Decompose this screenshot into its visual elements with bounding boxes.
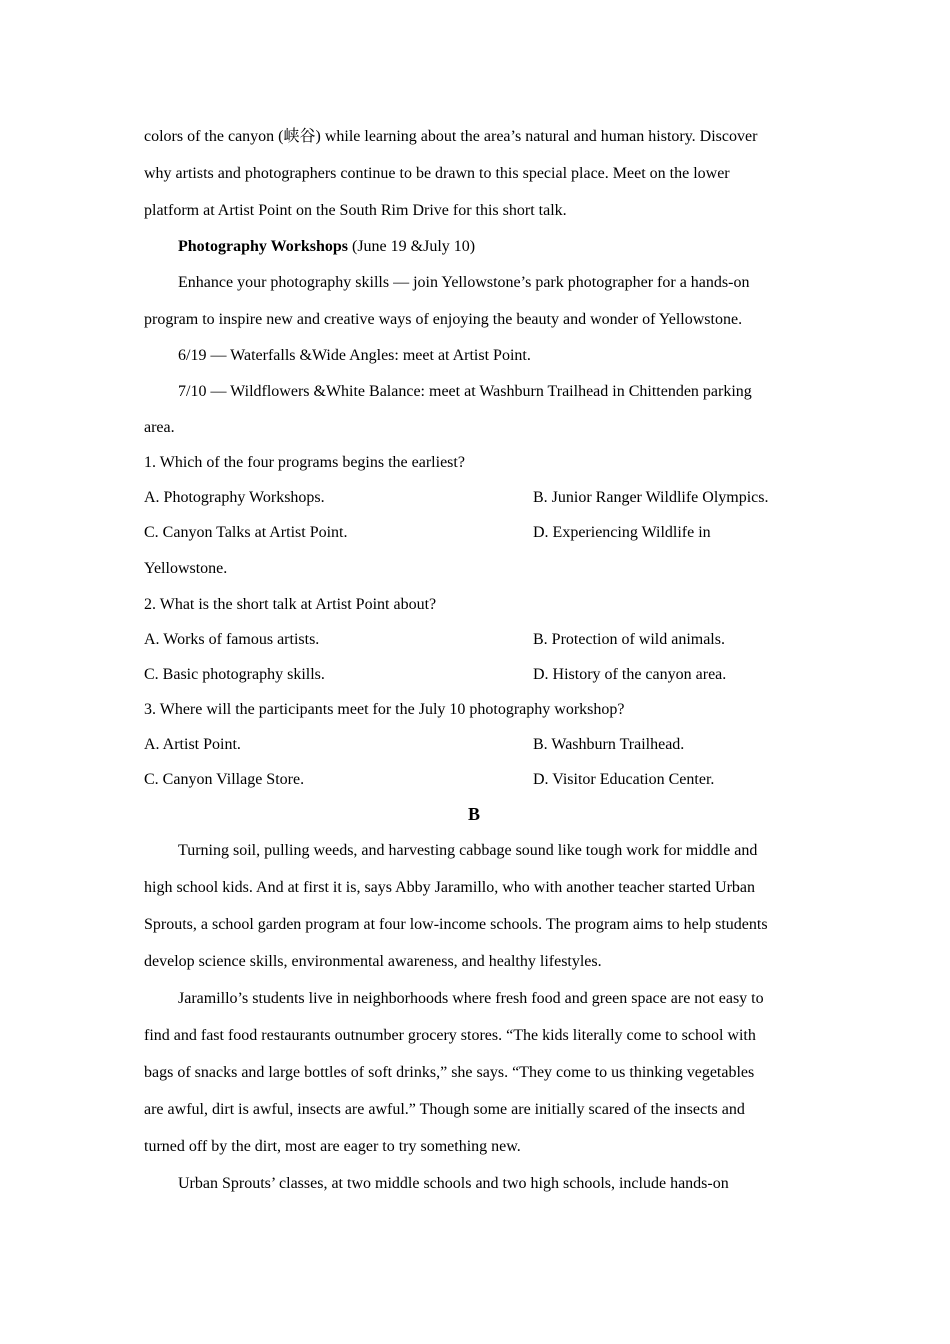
question-1-options-row-2 [144, 515, 804, 550]
passage-b-para2-line-1: Jaramillo’s students live in neighborhoods where fresh food and green space are not easy to [178, 990, 764, 1007]
passage-b-para1-line-1: Turning soil, pulling weeds, and harvesting cabbage sound like tough work for middle and [178, 842, 758, 859]
question-1-option-d-cont: Yellowstone. [144, 560, 228, 577]
question-2-option-c: C. Basic photography skills. [144, 666, 325, 683]
passage-b-para1-line-3: Sprouts, a school garden program at four low-income schools. The program aims to help students [144, 916, 768, 933]
passage-b-para2-line-3: bags of snacks and large bottles of soft drinks,” she says. “They come to us thinking vegetables [144, 1064, 755, 1081]
passage-a-line-3: platform at Artist Point on the South Rim Drive for this short talk. [144, 202, 567, 219]
question-3-option-d: D. Visitor Education Center. [533, 771, 715, 788]
workshops-heading-line [144, 229, 804, 264]
passage-b-title: B [467, 804, 480, 824]
question-1-stem: 1. Which of the four programs begins the earliest? [144, 454, 465, 471]
workshops-dates: (June 19 &July 10) [347, 238, 476, 255]
passage-b-para2-line-5: turned off by the dirt, most are eager to try something new. [144, 1138, 521, 1155]
question-1-options-row-1 [144, 480, 804, 515]
question-3-stem: 3. Where will the participants meet for the July 10 photography workshop? [144, 701, 625, 718]
session-2-line-1: 7/10 — Wildflowers &White Balance: meet at Washburn Trailhead in Chittenden parking [178, 383, 752, 400]
passage-b-para1-line-4: develop science skills, environmental awareness, and healthy lifestyles. [144, 953, 602, 970]
workshops-line-2: program to inspire new and creative ways of enjoying the beauty and wonder of Yellowstone. [144, 311, 743, 328]
passage-b-para3-line-1: Urban Sprouts’ classes, at two middle schools and two high schools, include hands-on [178, 1175, 729, 1192]
question-2-stem: 2. What is the short talk at Artist Point about? [144, 596, 437, 613]
passage-a-line-1: colors of the canyon (峡谷) while learning about the area’s natural and human history. Discover [144, 128, 758, 145]
question-2-option-a: A. Works of famous artists. [144, 631, 320, 648]
question-1-option-a: A. Photography Workshops. [144, 489, 325, 506]
question-2-option-d: D. History of the canyon area. [533, 666, 727, 683]
document-page [144, 118, 804, 1202]
question-1-option-c: C. Canyon Talks at Artist Point. [144, 524, 348, 541]
workshops-line-1: Enhance your photography skills — join Yellowstone’s park photographer for a hands-on [178, 274, 750, 291]
question-2-options-row-2 [144, 657, 804, 692]
question-3-options-row-2 [144, 762, 804, 797]
question-3-options-row-1 [144, 727, 804, 762]
question-3-option-c: C. Canyon Village Store. [144, 771, 305, 788]
passage-b-para2-line-4: are awful, dirt is awful, insects are awful.” Though some are initially scared of the insects and [144, 1101, 745, 1118]
session-2-line-2: area. [144, 419, 175, 436]
passage-b-para1-line-2: high school kids. And at first it is, says Abby Jaramillo, who with another teacher started Urban [144, 879, 755, 896]
question-1-option-b: B. Junior Ranger Wildlife Olympics. [533, 489, 769, 506]
question-2-option-b: B. Protection of wild animals. [533, 631, 725, 648]
workshops-heading: Photography Workshops [178, 238, 348, 255]
passage-a-line-2: why artists and photographers continue to be drawn to this special place. Meet on the lower [144, 165, 730, 182]
session-1: 6/19 — Waterfalls &Wide Angles: meet at Artist Point. [178, 347, 531, 364]
question-2-options-row-1 [144, 622, 804, 657]
passage-b-para2-line-2: find and fast food restaurants outnumber grocery stores. “The kids literally come to school with [144, 1027, 756, 1044]
question-3-option-b: B. Washburn Trailhead. [533, 736, 685, 753]
question-3-option-a: A. Artist Point. [144, 736, 241, 753]
question-1-option-d: D. Experiencing Wildlife in [533, 524, 711, 541]
